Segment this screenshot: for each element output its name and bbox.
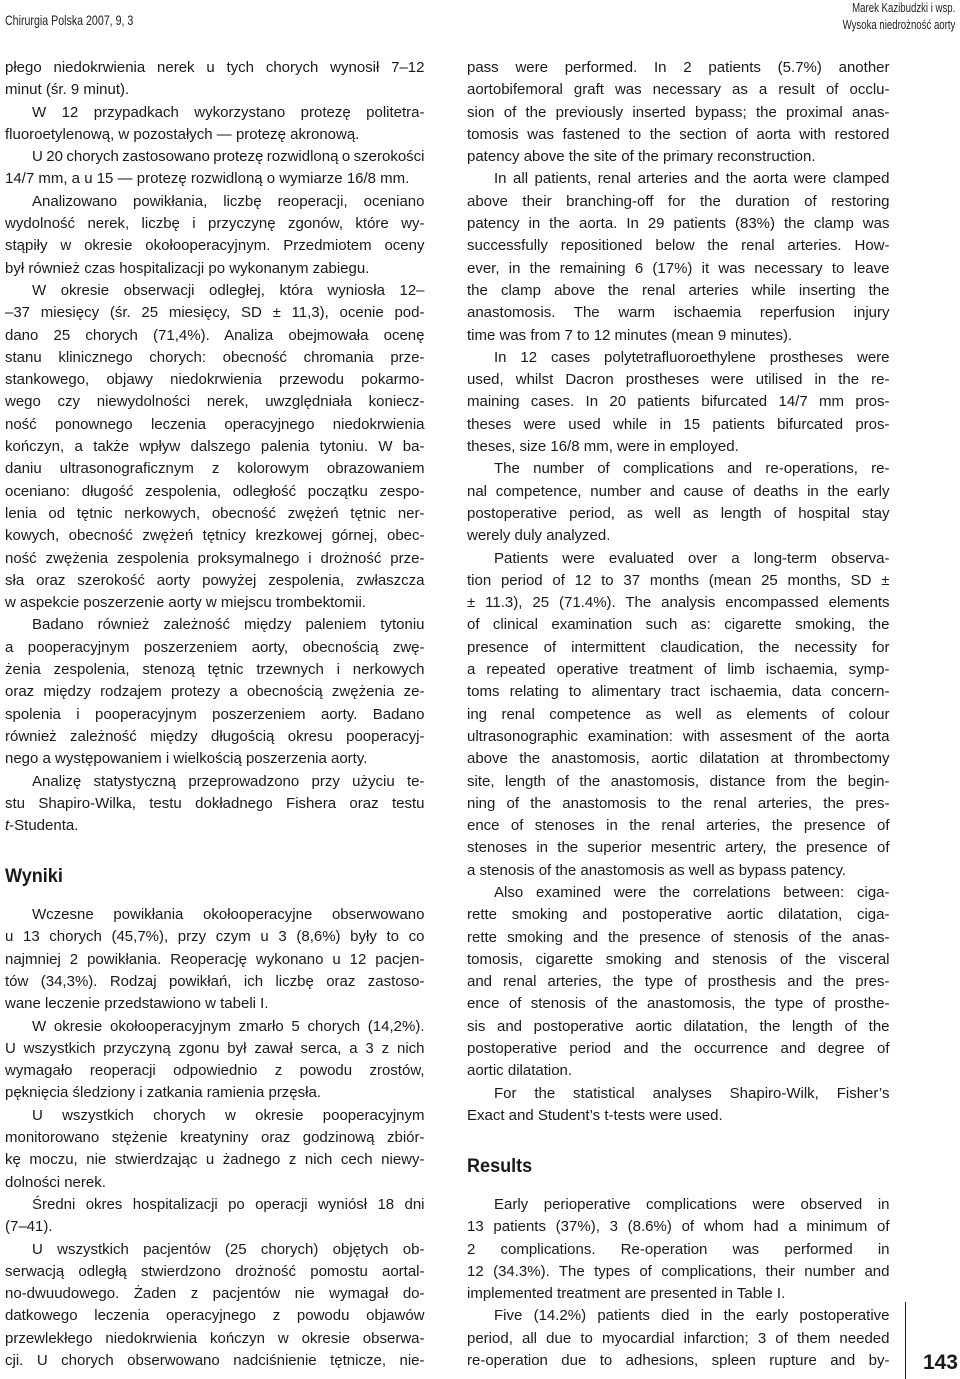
paragraph	[467, 347, 890, 458]
text-line: nal competence, number and cause of deaths in the early	[467, 482, 890, 500]
text-line: W okresie okołooperacyjnym zmarło 5 chorych (14,2%).	[32, 1017, 425, 1035]
paragraph	[5, 904, 425, 1015]
text-line: successfully repositioned below the renal arteries. How-	[467, 237, 890, 255]
text-line: kę moczu, nie stwierdzając u żadnego z nich cech niewy-	[5, 1151, 425, 1169]
text-line: Also examined were the correlations between: ciga-	[494, 883, 890, 901]
text-line: rette smoking and postoperative aortic dilatation, ciga-	[467, 906, 890, 924]
text-line: anastomosis. The warm ischaemia reperfusion injury	[467, 304, 890, 322]
left-column-polish-text	[5, 57, 425, 1372]
text-line: In 12 cases polytetrafluoroethylene prostheses were	[494, 348, 890, 366]
paragraph	[467, 1194, 890, 1305]
text-line: dolności nerek.	[5, 1173, 106, 1191]
text-line: oceniano: długość zespolenia, odległość początku zespo-	[5, 482, 425, 500]
text-line: kończyn, a także wpływ dalszego palenia tytoniu. W ba-	[5, 438, 425, 456]
text-line: Analizę statystyczną przeprowadzono przy użyciu te-	[32, 772, 425, 790]
text-line: theses, size 16/8 mm, were in employed.	[467, 438, 739, 456]
text-line: U wszystkich przyczyną zgonu był zawał serca, a 3 z nich	[5, 1039, 425, 1057]
text-line: patency in the aorta. In 29 patients (83%) the clamp was	[467, 215, 890, 233]
text-line: postoperative period, as well as length of hospital stay	[467, 504, 890, 522]
paragraph	[467, 57, 890, 168]
text-line: toms relating to alimentary tract ischaemia, data concern-	[467, 683, 890, 701]
text-line: The number of complications and re-operations, re-	[494, 460, 890, 478]
text-line: ultrasonographic examination: with assesment of the aorta	[467, 727, 890, 745]
text-line: Five (14.2%) patients died in the early postoperative	[494, 1307, 890, 1325]
paragraph	[5, 191, 425, 280]
text-line: W 12 przypadkach wykorzystano protezę politetra-	[32, 103, 425, 121]
text-line: In all patients, renal arteries and the aorta were clamped	[494, 170, 890, 188]
text-line: Early perioperative complications were observed in	[494, 1195, 890, 1213]
text-line	[5, 815, 425, 837]
article-running-head	[803, 0, 955, 33]
paragraph	[5, 1105, 425, 1194]
text-line: nego a występowaniem i wielkością poszerzenia aorty.	[5, 750, 368, 768]
text-line: tomosis was fastened to the section of aorta with restored	[467, 125, 890, 143]
text-line: above the anastomosis, aortic dilatation at thrombectomy	[467, 750, 890, 768]
text-line: Badano również zależność między paleniem tytoniu	[32, 616, 425, 634]
paragraph	[5, 102, 425, 147]
text-line: ność ponownego leczenia operacyjnego niedokrwienia	[5, 415, 425, 433]
text-line: U 20 chorych zastosowano protezę rozwidloną o szerokości	[32, 148, 425, 166]
paragraph	[5, 57, 425, 102]
text-line: 2 complications. Re-operation was performed in	[467, 1240, 890, 1258]
paragraph	[467, 882, 890, 1083]
text-line: wego czy niewydolności nerek, uwzględniała koniecz-	[5, 393, 425, 411]
text-line: minut (śr. 9 minut).	[5, 81, 130, 99]
text-line: płego niedokrwienia nerek u tych chorych wynosił 7–12	[5, 59, 425, 76]
text-line: wane leczenie przedstawiono w tabeli I.	[5, 995, 269, 1013]
text-line: U wszystkich pacjentów (25 chorych) objętych ob-	[32, 1240, 425, 1258]
text-line: theses were used while in 15 patients bifurcated pros-	[467, 415, 890, 433]
text-line: W okresie obserwacji odległej, która wyniosła 12–	[32, 281, 425, 299]
text-line: 12 (34.3%). The types of complications, their number and	[467, 1262, 890, 1280]
text-line: sion of the previously inserted bypass; the proximal anas-	[467, 103, 890, 121]
text-line: datkowego leczenia operacyjnego z powodu objawów	[5, 1307, 425, 1325]
text-line: a stenosis of the anastomosis as well as bypass patency.	[467, 861, 847, 879]
text-line: stu Shapiro-Wilka, testu dokładnego Fishera oraz testu	[5, 794, 425, 812]
text-line: stankowego, objawy niedokrwienia przewodu pokarmo-	[5, 371, 425, 389]
text-line: żenia zespolenia, stenozą tętnic trzewnych i nerkowych	[5, 661, 425, 679]
text-line: był również czas hospitalizacji po wykonanym zabiegu.	[5, 259, 370, 277]
text-line: (7–41).	[5, 1218, 53, 1236]
text-line: fluoroetylenową, w pozostałych — protezę akronową.	[5, 125, 360, 143]
text-line: w aspekcie poszerzenie aorty w miejscu trombektomii.	[5, 594, 366, 612]
text-line: patency above the site of the primary reconstruction.	[467, 148, 816, 166]
text-line: stanu klinicznego chorych: obecność chromania prze-	[5, 348, 425, 366]
text-line: and renal arteries, the type of prosthesis and the pres-	[467, 973, 890, 991]
text-line: above their branching-off for the duration of restoring	[467, 192, 890, 210]
paragraph	[467, 1083, 890, 1128]
text-line: –37 miesięcy (śr. 25 miesięcy, SD ± 11,3), ocenie pod-	[5, 304, 425, 322]
text-line: U wszystkich chorych w okresie pooperacyjnym	[32, 1106, 425, 1124]
text-line: site, length of the anastomosis, distance from the begin-	[467, 772, 890, 790]
page-number-rule	[905, 1302, 906, 1379]
right-column-english-text	[467, 57, 890, 1372]
text-line: tów (34,3%). Rodzaj powikłań, ich liczbę oraz zastoso-	[5, 972, 425, 990]
text-line: time was from 7 to 12 minutes (mean 9 minutes).	[467, 326, 793, 344]
text-line: re-operation due to adhesions, spleen rupture and by-	[467, 1352, 890, 1370]
text-line: wymagało reoperacji odpowiednio z powodu zrostów,	[5, 1062, 425, 1080]
text-line: przewlekłego niedokrwienia kończyn w okresie obserwa-	[5, 1329, 425, 1347]
running-head-title: Wysoka niedrożność aorty	[842, 16, 955, 32]
text-line: kowych, obecność zwężeń tętnicy krezkowej górnej, obec-	[5, 527, 425, 545]
text-line: monitorowano stężenie kreatyniny oraz godzinową zbiór-	[5, 1129, 425, 1147]
text-line: Średni okres hospitalizacji po operacji wyniósł 18 dni	[32, 1195, 425, 1213]
text-line: the clamp above the renal arteries while inserting the	[467, 281, 890, 299]
text-line: cji. U chorych obserwowano nadciśnienie tętnicze, nie-	[5, 1352, 425, 1370]
page-number: 143	[922, 1351, 958, 1374]
text-line: spolenia i pooperacyjnym poszerzeniem aorty. Badano	[5, 705, 425, 723]
paragraph	[5, 280, 425, 614]
text-line: ever, in the remaining 6 (17%) it was necessary to leave	[467, 259, 890, 277]
text-line: Analizowano powikłania, liczbę reoperacji, oceniano	[32, 192, 425, 210]
paragraph	[5, 771, 425, 838]
text-line: Wczesne powikłania okołooperacyjne obserwowano	[32, 906, 425, 924]
running-head-authors: Marek Kazibudzki i wsp.	[851, 0, 955, 15]
text-line: ence of stenosis of the anastomosis, the type of prosthe-	[467, 995, 890, 1013]
text-line: sła oraz szerokość aorty powyżej zespolenia, zwłaszcza	[5, 571, 425, 589]
text-line: no-dwuudowego. Żaden z pacjentów nie wymagał do-	[5, 1285, 425, 1303]
text-line: ność zwężenia zespolenia proksymalnego i drożność prze-	[5, 549, 425, 567]
text-line: tomosis, cigarette smoking and stenosis of the visceral	[467, 950, 890, 968]
text-line: For the statistical analyses Shapiro-Wilk, Fisher’s	[494, 1084, 890, 1102]
text-line: dano 25 chorych (71,4%). Analiza obejmowała ocenę	[5, 326, 425, 344]
text-line: presence of intermittent claudication, the necessity for	[467, 638, 890, 656]
paragraph	[5, 1016, 425, 1105]
text-line: Patients were evaluated over a long-term observa-	[494, 549, 890, 567]
text-segment: -Studenta.	[9, 817, 79, 835]
text-line: postoperative period and the occurrence and degree of	[467, 1040, 890, 1058]
text-line: a pooperacyjnym poszerzeniem aorty, obecnością zwę-	[5, 638, 425, 656]
section-heading: Wyniki	[5, 866, 63, 888]
text-line: ± 11.3), 25 (71.4%). The analysis encompassed elements	[467, 594, 890, 612]
text-line: ning of the anastomosis to the renal arteries, the pres-	[467, 794, 890, 812]
paragraph	[467, 1305, 890, 1372]
italic-text: t	[5, 817, 10, 835]
paragraph	[467, 458, 890, 547]
text-line: oraz między rodzajem protezy a obecnością zwężenia ze-	[5, 683, 425, 701]
journal-running-head: Chirurgia Polska 2007, 9, 3	[5, 12, 134, 28]
text-line: implemented treatment are presented in Table I.	[467, 1285, 786, 1303]
text-line: ence of stenoses in the renal arteries, the presence of	[467, 817, 890, 835]
paragraph	[5, 1194, 425, 1239]
text-line: najmniej 2 powikłania. Reoperację wykonano u 12 pacjen-	[5, 950, 425, 968]
text-line: used, whilst Dacron prostheses were utilised in the re-	[467, 371, 890, 389]
text-line: of clinical examination such as: cigarette smoking, the	[467, 616, 890, 634]
text-line: sis and postoperative aortic dilatation, the length of the	[467, 1017, 890, 1035]
text-line: werely duly analyzed.	[467, 527, 611, 545]
paragraph	[5, 614, 425, 770]
paragraph	[467, 168, 890, 346]
text-line: u 13 chorych (45,7%), przy czym u 3 (8,6%) były to co	[5, 928, 425, 946]
text-line: Exact and Student’s t-tests were used.	[467, 1106, 723, 1124]
text-line: serwacją odległą stwierdzono drożność pomostu aortal-	[5, 1262, 425, 1280]
paragraph	[467, 548, 890, 882]
text-line: aortobifemoral graft was necessary as a result of occlu-	[467, 81, 890, 99]
paragraph	[5, 1239, 425, 1373]
text-line: daniu ultrasonograficznym z kolorowym obrazowaniem	[5, 460, 425, 478]
text-line: stenoses in the superior mesentric artery, the presence of	[467, 839, 890, 857]
text-line: 13 patients (37%), 3 (8.6%) of whom had a minimum of	[467, 1218, 890, 1236]
text-line: a repeated operative treatment of limb ischaemia, symp-	[467, 661, 890, 679]
text-line: period, all due to myocardial infarction; 3 of them needed	[467, 1329, 890, 1347]
text-line: tion period of 12 to 37 months (mean 25 months, SD ±	[467, 571, 890, 589]
text-line: ing renal competence as well as elements of colour	[467, 705, 890, 723]
text-line: aortic dilatation.	[467, 1062, 573, 1080]
paragraph	[5, 146, 425, 191]
text-line: wydolność nerek, liczbę i przyczynę zgonów, które wy-	[5, 215, 425, 233]
text-line: lenia od tętnic nerkowych, obecność zwężeń tętnic ner-	[5, 504, 425, 522]
text-line: pęknięcia śledziony i zatkania ramienia przęsła.	[5, 1084, 321, 1102]
text-line: stąpiły w okresie okołooperacyjnym. Przedmiotem oceny	[5, 237, 425, 255]
text-line: również zależność między długością okresu pooperacyj-	[5, 727, 425, 745]
text-line: 14/7 mm, a u 15 — protezę rozwidloną o wymiarze 16/8 mm.	[5, 170, 410, 188]
text-line: maining cases. In 20 patients bifurcated 14/7 mm pros-	[467, 393, 890, 411]
text-line: pass were performed. In 2 patients (5.7%) another	[467, 59, 890, 76]
section-heading: Results	[467, 1156, 533, 1178]
text-line: rette smoking and the presence of stenosis of the anas-	[467, 928, 890, 946]
